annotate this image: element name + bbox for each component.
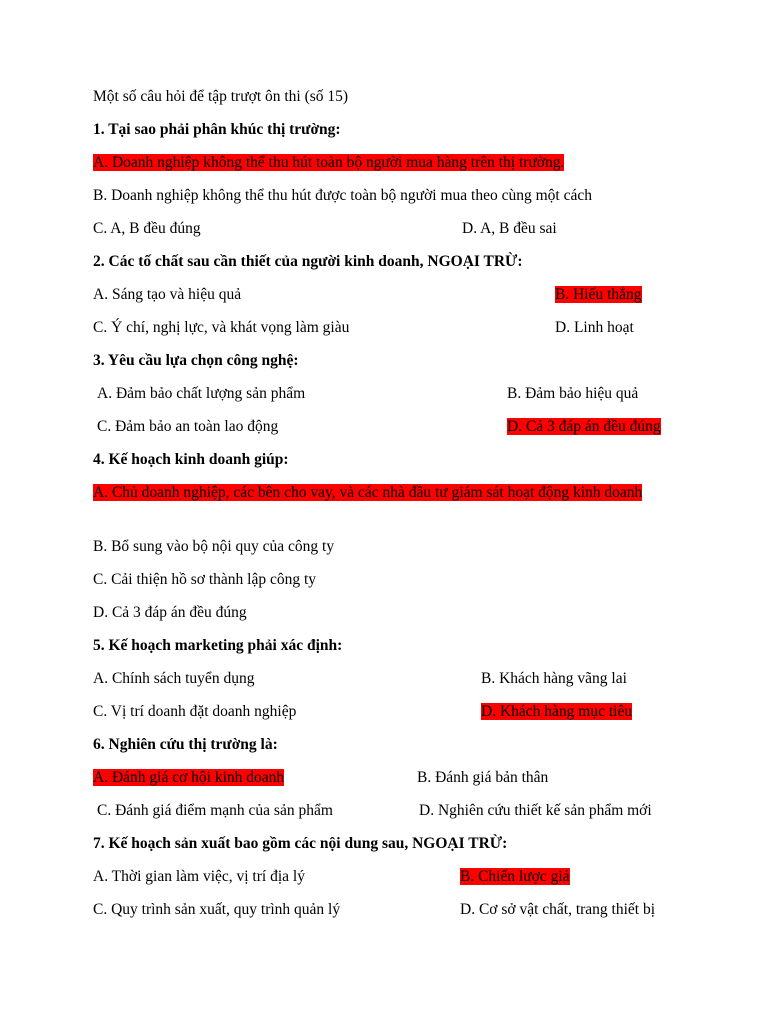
q4-option-a: [93, 483, 653, 503]
document-title: Một số câu hỏi để tập trượt ôn thi (số 15): [93, 88, 349, 105]
question-5: 5. Kế hoạch marketing phải xác định:: [93, 637, 343, 654]
q6-option-b: B. Đánh giá bản thân: [417, 769, 549, 786]
question-2: 2. Các tố chất sau cần thiết của người kinh doanh, NGOẠI TRỪ:: [93, 253, 523, 270]
q3-option-a: A. Đảm bảo chất lượng sản phẩm: [97, 385, 306, 402]
answer-highlight: A. Doanh nghiệp không thể thu hút toàn bộ người mua hàng trên thị trường.: [93, 154, 565, 171]
question-7: 7. Kế hoạch sản xuất bao gồm các nội dung sau, NGOẠI TRỪ:: [93, 835, 508, 852]
q5-option-b: B. Khách hàng vãng lai: [481, 670, 627, 687]
answer-highlight: D. Cả 3 đáp án đều đúng: [507, 418, 661, 435]
q1-option-c: C. A, B đều đúng: [93, 220, 201, 237]
question-6: 6. Nghiên cứu thị trường là:: [93, 736, 278, 753]
answer-highlight: B. Chiến lược giá: [460, 868, 570, 885]
question-3: 3. Yêu cầu lựa chọn công nghệ:: [93, 352, 299, 369]
q1-option-b: B. Doanh nghiệp không thể thu hút được toàn bộ người mua theo cùng một cách: [93, 187, 592, 204]
q7-option-a: A. Thời gian làm việc, vị trí địa lý: [93, 868, 305, 885]
q1-option-a: [93, 154, 564, 172]
answer-highlight: A. Đánh giá cơ hội kinh doanh: [93, 769, 285, 786]
q2-option-a: A. Sáng tạo và hiệu quả: [93, 286, 242, 303]
q6-option-d: D. Nghiên cứu thiết kế sản phẩm mới: [419, 802, 652, 819]
q3-option-c: C. Đảm bảo an toàn lao động: [97, 418, 279, 435]
q6-option-a: [93, 769, 284, 787]
q5-option-c: C. Vị trí doanh đặt doanh nghiệp: [93, 703, 297, 720]
q1-option-d: D. A, B đều sai: [462, 220, 557, 237]
q3-option-b: B. Đảm bảo hiệu quả: [507, 385, 639, 402]
q2-option-b: [555, 286, 642, 304]
q6-option-c: C. Đánh giá điểm mạnh của sản phẩm: [97, 802, 333, 819]
q2-option-d: D. Linh hoạt: [555, 319, 634, 336]
q7-option-d: D. Cơ sở vật chất, trang thiết bị: [460, 901, 656, 918]
answer-highlight: A. Chủ doanh nghiệp, các bên cho vay, và các nhà đầu tư giám sát hoạt động kinh doanh: [93, 484, 643, 501]
q3-option-d: [507, 418, 661, 436]
answer-highlight: D. Khách hàng mục tiêu: [481, 703, 633, 720]
q5-option-a: A. Chính sách tuyển dụng: [93, 670, 255, 687]
q4-option-c: C. Cải thiện hồ sơ thành lập công ty: [93, 571, 317, 588]
q7-option-c: C. Quy trình sản xuất, quy trình quản lý: [93, 901, 341, 918]
q7-option-b: [460, 868, 570, 886]
answer-highlight: B. Hiếu thắng: [555, 286, 642, 303]
question-1: 1. Tại sao phải phân khúc thị trường:: [93, 121, 341, 138]
q4-option-d: D. Cả 3 đáp án đều đúng: [93, 604, 247, 621]
question-4: 4. Kế hoạch kinh doanh giúp:: [93, 451, 289, 468]
q5-option-d: [481, 703, 632, 721]
q4-option-b: B. Bổ sung vào bộ nội quy của công ty: [93, 538, 335, 555]
q2-option-c: C. Ý chí, nghị lực, và khát vọng làm giàu: [93, 319, 350, 336]
